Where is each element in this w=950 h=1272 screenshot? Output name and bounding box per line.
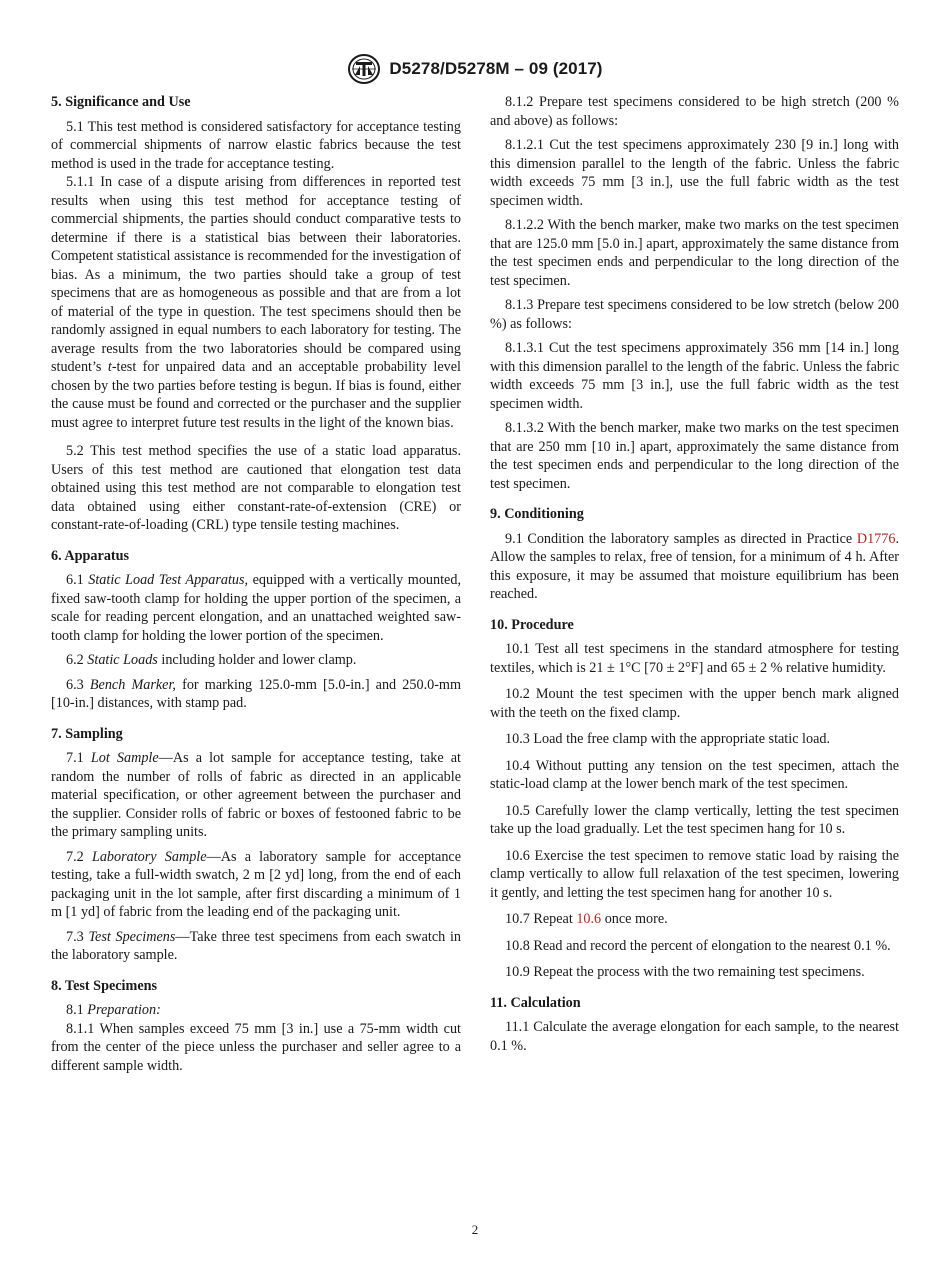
section-heading-8: 8. Test Specimens	[51, 977, 158, 994]
paragraph-10-4: 10.4 Without putting any tension on the test specimen, attach the static-load clamp at the lower bench mark of the test specimen.	[490, 757, 899, 792]
practice-d1776-link[interactable]: D1776	[856, 530, 896, 547]
paragraph-6-3: 6.3 Bench Marker, for marking 125.0-mm [5.0-in.] and 250.0-mm [10-in.] distances, with stamp pad.	[51, 676, 462, 711]
paragraph-8-1-1: 8.1.1 When samples exceed 75 mm [3 in.] use a 75-mm width cut from the center of the piece unless the purchaser and seller agree to a different sample width.	[51, 1020, 461, 1074]
paragraph-8-1-3: 8.1.3 Prepare test specimens considered to be low stretch (below 200 %) as follows:	[490, 297, 899, 332]
page-number: 2	[471, 1222, 479, 1237]
section-heading-10: 10. Procedure	[490, 616, 574, 633]
page-header	[0, 52, 950, 86]
right-column	[490, 92, 899, 1061]
section-10-6-link[interactable]: 10.6	[576, 911, 602, 927]
paragraph-10-1: 10.1 Test all test specimens in the standard atmosphere for testing textiles, which is 21 ± 1°C [70 ± 2°F] and 65 ± 2 % relative humidity.	[490, 641, 899, 676]
paragraph-10-6: 10.6 Exercise the test specimen to remove static load by raising the clamp vertically to allow full relaxation of the test specimen, lowering it gently, and letting the test specimen hang for another 10 s.	[490, 847, 899, 901]
paragraph-7-3: 7.3 Test Specimens—Take three test specimens from each swatch in the laboratory sample.	[51, 928, 461, 963]
paragraph-7-1: 7.1 Lot Sample—As a lot sample for acceptance testing, take at random the number of rolls of fabric as directed in an applicable material specification, or other agreement between the purchaser and the supplier. Consider rolls of fabric or boxes of festooned fabric to be the primary sampling units.	[51, 750, 461, 840]
paragraph-7-2: 7.2 Laboratory Sample—As a laboratory sample for acceptance testing, take a full-width swatch, 2 m [2 yd] long, from the end of each packaging unit in the lot sample, after first discarding a minimum of 1 m [1 yd] of fabric from the leading end of the packaging unit.	[51, 848, 462, 920]
paragraph-8-1-2-1: 8.1.2.1 Cut the test specimens approximately 230 [9 in.] long with this dimension parallel to the length of the fabric. Unless the fabric width exceeds 75 mm [3 in.], use the full fabric width as the test specimen width.	[490, 137, 899, 209]
section-heading-7: 7. Sampling	[51, 725, 123, 742]
paragraph-8-1-3-2: 8.1.3.2 With the bench marker, make two marks on the test specimen that are 250 mm [10 in.] apart, approximately the same distance from the test specimen ends and perpendicular to the long direction of the test specimen.	[490, 420, 899, 492]
paragraph-11-1: 11.1 Calculate the average elongation for each sample, to the nearest 0.1 %.	[490, 1019, 899, 1054]
section-heading-11: 11. Calculation	[490, 994, 581, 1011]
section-heading-5: 5. Significance and Use	[51, 94, 191, 110]
paragraph-8-1: 8.1 Preparation:	[66, 1002, 161, 1018]
paragraph-10-7: 10.7 Repeat 10.6 once more.	[505, 911, 668, 927]
paragraph-10-2: 10.2 Mount the test specimen with the upper bench mark aligned with the teeth on the fixed clamp.	[490, 686, 899, 721]
paragraph-10-3: 10.3 Load the free clamp with the appropriate static load.	[505, 731, 831, 747]
left-column	[51, 92, 461, 1081]
paragraph-9-1: 9.1 Condition the laboratory samples as directed in Practice D1776. Allow the samples to relax, free of tension, for a minimum of 4 h. After this exposure, it may be assumed that moisture equilibrium has been reached.	[490, 530, 899, 602]
paragraph-8-1-2: 8.1.2 Prepare test specimens considered to be high stretch (200 % and above) as follows:	[490, 94, 899, 129]
section-heading-9: 9. Conditioning	[490, 506, 584, 522]
paragraph-5-2: 5.2 This test method specifies the use of a static load apparatus. Users of this test method are cautioned that elongation test data obtained using this test method are not comparable to elongation test data obtained using either constant-rate-of-extension (CRE) or constant-rate-of-loading (CRL) type tensile testing machines.	[51, 443, 461, 533]
paragraph-8-1-3-1: 8.1.3.1 Cut the test specimens approximately 356 mm [14 in.] long with this dimension parallel to the length of the fabric. Unless the fabric width exceeds 75 mm [3 in.], use the full fabric width as the test specimen width.	[490, 340, 899, 412]
paragraph-8-1-2-2: 8.1.2.2 With the bench marker, make two marks on the test specimen that are 125.0 mm [5.0 in.] apart, approximately the same distance from the test specimen ends and perpendicular to the long direction of the test specimen.	[490, 217, 899, 289]
paragraph-6-1: 6.1 Static Load Test Apparatus, equipped with a vertically mounted, fixed saw-tooth clamp for holding the upper portion of the specimen, a scale for reading percent elongation, and an unattached weighted saw-tooth clamp for holding the lower portion of the specimen.	[51, 572, 461, 644]
astm-logo-icon	[347, 53, 381, 85]
section-heading-6: 6. Apparatus	[51, 547, 130, 564]
paragraph-5-1-1: 5.1.1 In case of a dispute arising from differences in reported test results when using this test method for acceptance testing of commercial shipments, the parties should conduct comparative tests to determine if there is a statistical bias between their laboratories. Competent statistical assistance is recommended for the investigation of bias. As a minimum, the two parties should take a group of test specimens that are as homogeneous as possible and that are from a lot of material of the type in question. The test specimens should then be randomly assigned in equal numbers to each laboratory for testing. The average results from the two laboratories should be compared using student’s t-test for unpaired data and an acceptable probability level chosen by the two parties before testing is begun. If bias is found, either the cause must be found and corrected or the purchaser and the supplier must agree to interpret future test results in the light of the known bias.	[51, 174, 461, 431]
paragraph-10-5: 10.5 Carefully lower the clamp vertically, letting the test specimen take up the load gradually. Let the test specimen hang for 10 s.	[490, 802, 899, 837]
paragraph-5-1: 5.1 This test method is considered satisfactory for acceptance testing of commercial shipments of narrow elastic fabrics because the test method is used in the trade for acceptance testing.	[51, 118, 461, 172]
paragraph-6-2: 6.2 Static Loads including holder and lower clamp.	[66, 652, 357, 668]
paragraph-10-8: 10.8 Read and record the percent of elongation to the nearest 0.1 %.	[505, 937, 891, 954]
standard-designation: D5278/D5278M – 09 (2017)	[389, 59, 603, 78]
paragraph-10-9: 10.9 Repeat the process with the two remaining test specimens.	[505, 964, 865, 980]
